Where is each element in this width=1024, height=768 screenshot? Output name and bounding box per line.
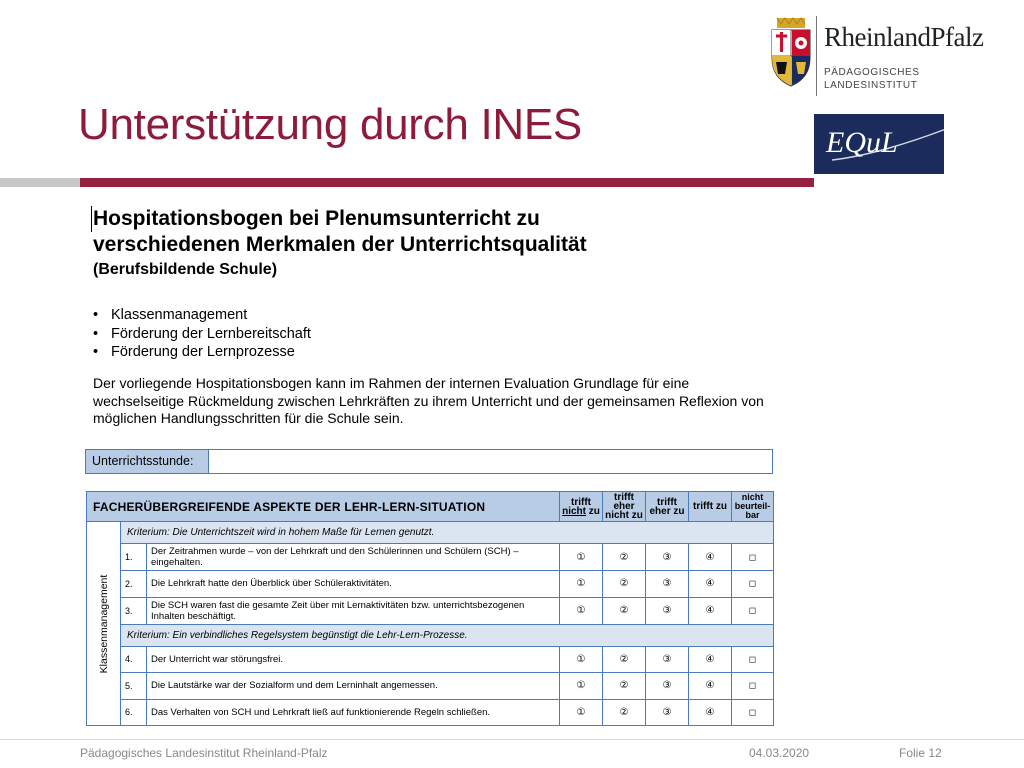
rating-option-4[interactable]: ④ (689, 646, 732, 673)
item-number: 6. (121, 699, 147, 726)
logo-divider (816, 16, 817, 96)
title-bar-accent (80, 178, 814, 187)
equl-logo-icon (814, 114, 944, 174)
list-item-label: Klassenmanagement (111, 307, 248, 323)
item-number: 4. (121, 646, 147, 673)
not-assessable-checkbox[interactable]: ◻ (732, 571, 774, 598)
logo-subtitle-line1: PÄDAGOGISCHES (824, 67, 920, 78)
rating-option-1[interactable]: ① (560, 646, 603, 673)
list-item-label: Förderung der Lernprozesse (111, 344, 295, 360)
table-row (87, 597, 774, 624)
rating-option-4[interactable]: ④ (689, 544, 732, 571)
rating-option-1[interactable]: ① (560, 699, 603, 726)
rating-option-3[interactable]: ③ (646, 571, 689, 598)
rating-option-2[interactable]: ② (603, 571, 646, 598)
item-number: 5. (121, 673, 147, 700)
logo-title: RheinlandPfalz (824, 22, 984, 52)
rating-option-2[interactable]: ② (603, 699, 646, 726)
item-number: 1. (121, 544, 147, 571)
not-assessable-checkbox[interactable]: ◻ (732, 646, 774, 673)
not-assessable-checkbox[interactable]: ◻ (732, 699, 774, 726)
footer-slide-number: Folie 12 (899, 746, 942, 760)
rating-option-4[interactable]: ④ (689, 571, 732, 598)
title-bar-gray (0, 178, 80, 187)
side-label: Klassenmanagement (97, 574, 110, 673)
criterion-row (87, 522, 774, 544)
criterion-title: Kriterium: Ein verbindliches Regelsystem begünstigt die Lehr-Lern-Prozesse. (121, 624, 774, 646)
document-heading-line1: Hospitationsbogen bei Plenumsunterricht zu (93, 207, 540, 230)
item-text: Das Verhalten von SCH und Lehrkraft ließ auf funktionierende Regeln schließen. (147, 699, 560, 726)
lesson-field-row (85, 449, 773, 474)
table-header: FACHERÜBERGREIFENDE ASPEKTE DER LEHR-LERN-SITUATION (87, 492, 560, 522)
rating-option-4[interactable]: ④ (689, 699, 732, 726)
rating-option-4[interactable]: ④ (689, 673, 732, 700)
rating-option-4[interactable]: ④ (689, 597, 732, 624)
text-cursor (91, 206, 92, 232)
rlp-logo (768, 16, 984, 96)
lesson-input[interactable] (209, 450, 772, 473)
table-row (87, 699, 774, 726)
list-item (93, 306, 311, 325)
item-text: Die SCH waren fast die gesamte Zeit über mit Lernaktivitäten bzw. unterrichtsbezogenen Inhalten beschäftigt. (147, 597, 560, 624)
coat-of-arms-icon (768, 16, 814, 88)
document-paragraph: Der vorliegende Hospitationsbogen kann im Rahmen der internen Evaluation Grundlage für eine wechselseitige Rückmeldung zwischen Lehrkräften zu ihrem Unterricht und der gemeinsamen Reflexion von möglichen Handlungsschritten für die Schule sein. (93, 375, 764, 426)
table-row (87, 646, 774, 673)
rating-option-2[interactable]: ② (603, 673, 646, 700)
rating-option-3[interactable]: ③ (646, 544, 689, 571)
logo-subtitle (824, 66, 920, 92)
focus-area-list (93, 306, 311, 362)
list-item (93, 343, 311, 362)
criterion-row (87, 624, 774, 646)
rating-option-2[interactable]: ② (603, 646, 646, 673)
document-subheading: (Berufsbildende Schule) (93, 261, 278, 278)
equl-logo-text: EQuL (826, 126, 898, 159)
scale-header-5: nicht beurteil-bar (732, 492, 774, 522)
rating-option-1[interactable]: ① (560, 544, 603, 571)
lesson-label: Unterrichtsstunde: (86, 450, 209, 473)
equl-logo (814, 114, 944, 174)
side-label-cell (87, 522, 121, 726)
rating-option-3[interactable]: ③ (646, 597, 689, 624)
item-text: Die Lehrkraft hatte den Überblick über Schüleraktivitäten. (147, 571, 560, 598)
footer-institution: Pädagogisches Landesinstitut Rheinland-Pfalz (80, 746, 328, 760)
document-heading-line2: verschiedenen Merkmalen der Unterrichtsqualität (93, 233, 587, 256)
rating-table (86, 491, 774, 726)
rating-option-2[interactable]: ② (603, 544, 646, 571)
not-assessable-checkbox[interactable]: ◻ (732, 673, 774, 700)
footer-divider (0, 739, 1024, 740)
bullet-icon: • (93, 325, 99, 342)
item-text: Der Zeitrahmen wurde – von der Lehrkraft und den Schülerinnen und Schülern (SCH) – eingehalten. (147, 544, 560, 571)
scale-header-2: trifft eher nicht zu (603, 492, 646, 522)
table-row (87, 673, 774, 700)
rating-option-3[interactable]: ③ (646, 646, 689, 673)
rating-option-1[interactable]: ① (560, 597, 603, 624)
scale-header-1: trifft nicht zu (560, 492, 603, 522)
rating-option-1[interactable]: ① (560, 673, 603, 700)
not-assessable-checkbox[interactable]: ◻ (732, 597, 774, 624)
table-row (87, 571, 774, 598)
item-number: 2. (121, 571, 147, 598)
item-text: Die Lautstärke war der Sozialform und dem Lerninhalt angemessen. (147, 673, 560, 700)
item-text: Der Unterricht war störungsfrei. (147, 646, 560, 673)
rating-option-2[interactable]: ② (603, 597, 646, 624)
rating-option-3[interactable]: ③ (646, 699, 689, 726)
table-header-row (87, 492, 774, 522)
list-item-label: Förderung der Lernbereitschaft (111, 325, 311, 342)
rating-option-3[interactable]: ③ (646, 673, 689, 700)
list-item (93, 325, 311, 344)
bullet-icon: • (93, 344, 99, 360)
bullet-icon: • (93, 307, 99, 323)
criterion-title: Kriterium: Die Unterrichtszeit wird in hohem Maße für Lernen genutzt. (121, 522, 774, 544)
slide-title: Unterstützung durch INES (78, 100, 582, 149)
logo-subtitle-line2: LANDESINSTITUT (824, 80, 918, 91)
footer-date: 04.03.2020 (749, 746, 810, 760)
not-assessable-checkbox[interactable]: ◻ (732, 544, 774, 571)
item-number: 3. (121, 597, 147, 624)
table-row (87, 544, 774, 571)
scale-header-3: trifft eher zu (646, 492, 689, 522)
rating-option-1[interactable]: ① (560, 571, 603, 598)
scale-header-4: trifft zu (689, 492, 732, 522)
